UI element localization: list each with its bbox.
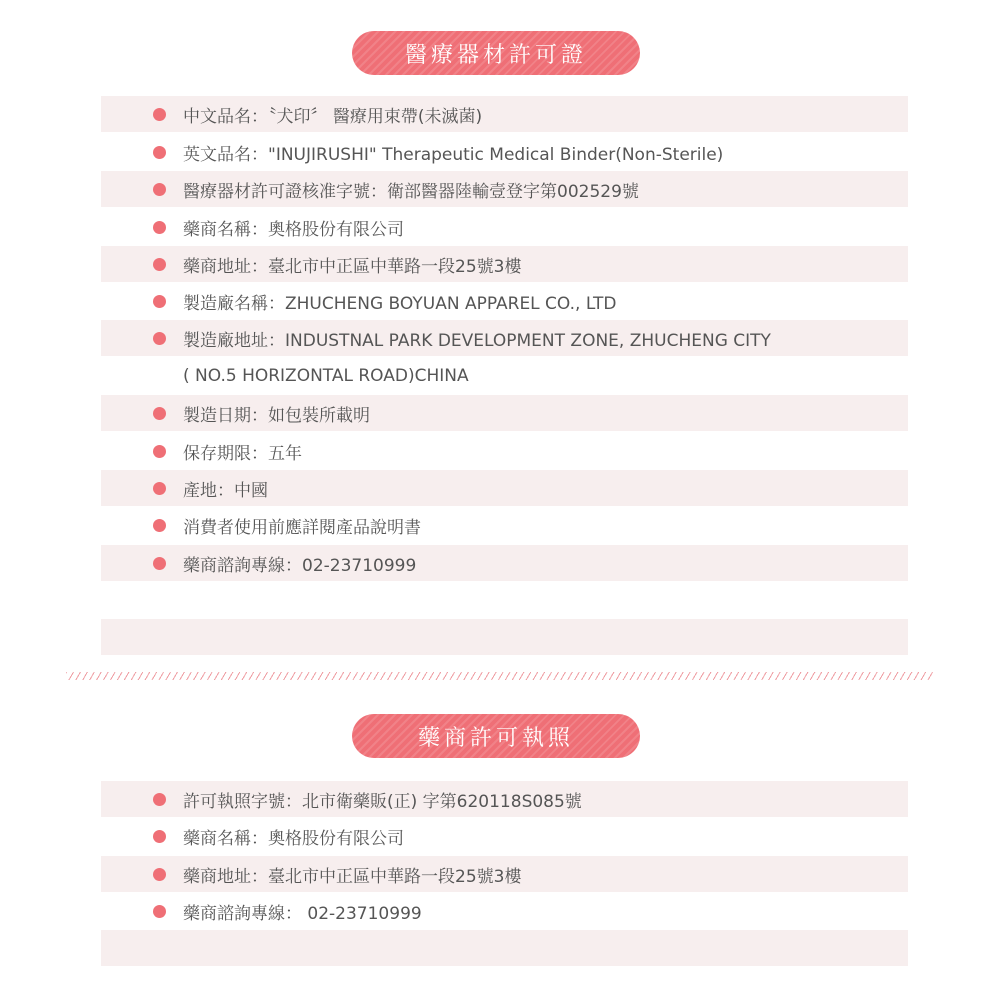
bullet-icon bbox=[153, 295, 166, 308]
list-item-text: ( NO.5 HORIZONTAL ROAD)CHINA bbox=[183, 366, 469, 386]
list-item bbox=[101, 395, 908, 431]
list-item bbox=[101, 320, 908, 356]
list-item bbox=[101, 781, 908, 817]
bullet-icon bbox=[153, 905, 166, 918]
list-item bbox=[101, 283, 908, 319]
bullet-icon bbox=[153, 519, 166, 532]
list-item-text: 醫療器材許可證核准字號：衛部醫器陸輸壹登字第002529號 bbox=[183, 181, 639, 202]
section-title-pharmacy-license: 藥商許可執照 bbox=[352, 714, 640, 758]
list-item-text: 製造廠地址：INDUSTNAL PARK DEVELOPMENT ZONE, ZHUCHENG CITY bbox=[183, 330, 771, 351]
list-item bbox=[101, 96, 908, 132]
list-item bbox=[101, 171, 908, 207]
list-item-text: 藥商地址：臺北市中正區中華路一段25號3樓 bbox=[183, 866, 522, 887]
list-item-text: 製造廠名稱：ZHUCHENG BOYUAN APPAREL CO., LTD bbox=[183, 293, 617, 314]
bullet-icon bbox=[153, 332, 166, 345]
list-item bbox=[101, 507, 908, 543]
bullet-icon bbox=[153, 868, 166, 881]
list-item-text: 製造日期：如包裝所載明 bbox=[183, 405, 370, 426]
list-item bbox=[101, 470, 908, 506]
bullet-icon bbox=[153, 221, 166, 234]
bullet-icon bbox=[153, 258, 166, 271]
list-item-text: 藥商名稱：奧格股份有限公司 bbox=[183, 828, 404, 849]
list-item-text: 藥商諮詢專線：02-23710999 bbox=[183, 555, 417, 576]
list-item bbox=[101, 893, 908, 929]
bullet-icon bbox=[153, 830, 166, 843]
list-item bbox=[101, 818, 908, 854]
empty-row bbox=[101, 930, 908, 966]
list-item-text: 消費者使用前應詳閱產品說明書 bbox=[183, 517, 421, 538]
list-item-text: 藥商諮詢專線： 02-23710999 bbox=[183, 903, 422, 924]
list-item bbox=[101, 246, 908, 282]
list-item-text: 許可執照字號：北市衛藥販(正) 字第620118S085號 bbox=[183, 791, 582, 812]
list-item bbox=[101, 134, 908, 170]
bullet-icon bbox=[153, 557, 166, 570]
list-item bbox=[101, 856, 908, 892]
bullet-icon bbox=[153, 146, 166, 159]
list-item-text: 英文品名："INUJIRUSHI" Therapeutic Medical Binder(Non-Sterile) bbox=[183, 144, 724, 165]
list-item-text: 藥商名稱：奧格股份有限公司 bbox=[183, 219, 404, 240]
list-item bbox=[101, 545, 908, 581]
bullet-icon bbox=[153, 445, 166, 458]
bullet-icon bbox=[153, 793, 166, 806]
list-item-text: 產地：中國 bbox=[183, 480, 268, 501]
list-item-continuation bbox=[101, 358, 990, 394]
bullet-icon bbox=[153, 183, 166, 196]
list-item-text: 保存期限：五年 bbox=[183, 443, 302, 464]
list-item-text: 中文品名：〝犬印〞 醫療用束帶(未滅菌) bbox=[183, 106, 483, 127]
list-item bbox=[101, 433, 908, 469]
bullet-icon bbox=[153, 482, 166, 495]
bullet-icon bbox=[153, 407, 166, 420]
list-item bbox=[101, 209, 908, 245]
empty-row bbox=[101, 619, 908, 655]
section-divider bbox=[66, 672, 934, 680]
bullet-icon bbox=[153, 108, 166, 121]
list-item-text: 藥商地址：臺北市中正區中華路一段25號3樓 bbox=[183, 256, 522, 277]
section-title-medical-device-license: 醫療器材許可證 bbox=[352, 31, 640, 75]
